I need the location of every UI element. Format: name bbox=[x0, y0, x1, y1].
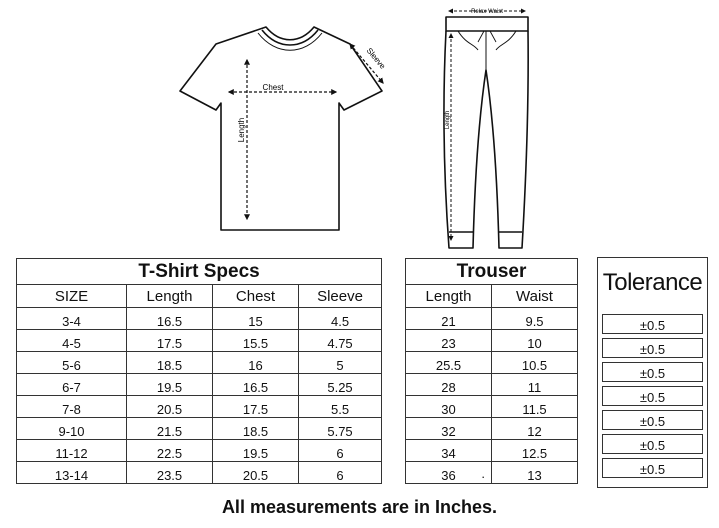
tolerance-cell: ±0.5 bbox=[602, 362, 703, 382]
table-row bbox=[406, 308, 578, 330]
length-cell: 25.5 bbox=[406, 352, 492, 374]
chest-cell: 17.5 bbox=[213, 396, 299, 418]
table-row bbox=[17, 418, 382, 440]
chest-cell: 19.5 bbox=[213, 440, 299, 462]
waist-cell: 12 bbox=[492, 418, 578, 440]
chest-cell: 15 bbox=[213, 308, 299, 330]
table-row bbox=[406, 352, 578, 374]
size-cell: 7-8 bbox=[17, 396, 127, 418]
tshirt-table-title: T-Shirt Specs bbox=[17, 259, 382, 285]
length-cell: 16.5 bbox=[127, 308, 213, 330]
table-row bbox=[17, 462, 382, 484]
chest-cell: 15.5 bbox=[213, 330, 299, 352]
chest-label: Chest bbox=[262, 83, 284, 92]
size-cell: 3-4 bbox=[17, 308, 127, 330]
header-length: Length bbox=[406, 285, 492, 308]
table-row bbox=[17, 396, 382, 418]
chest-cell: 16.5 bbox=[213, 374, 299, 396]
table-row bbox=[406, 462, 578, 484]
garment-diagrams bbox=[0, 0, 719, 252]
tolerance-cell: ±0.5 bbox=[602, 338, 703, 358]
length-cell: 21.5 bbox=[127, 418, 213, 440]
tshirt-specs-table bbox=[16, 258, 382, 484]
table-row bbox=[17, 352, 382, 374]
sleeve-cell: 6 bbox=[299, 462, 382, 484]
size-cell: 13-14 bbox=[17, 462, 127, 484]
chest-cell: 16 bbox=[213, 352, 299, 374]
sleeve-cell: 6 bbox=[299, 440, 382, 462]
tshirt-illustration bbox=[180, 27, 382, 230]
tshirt-length-label: Length bbox=[237, 117, 246, 143]
table-row bbox=[406, 440, 578, 462]
length-value: 36 bbox=[441, 468, 456, 483]
size-cell: 11-12 bbox=[17, 440, 127, 462]
length-cell: 17.5 bbox=[127, 330, 213, 352]
length-cell: 30 bbox=[406, 396, 492, 418]
table-row bbox=[17, 374, 382, 396]
size-cell: 5-6 bbox=[17, 352, 127, 374]
length-cell: 19.5 bbox=[127, 374, 213, 396]
waist-label: Relax Waist bbox=[471, 9, 503, 15]
header-waist: Waist bbox=[492, 285, 578, 308]
header-chest: Chest bbox=[213, 285, 299, 308]
sleeve-cell: 5.25 bbox=[299, 374, 382, 396]
tolerance-title: Tolerance bbox=[602, 269, 703, 296]
waist-cell: 11.5 bbox=[492, 396, 578, 418]
length-cell: 32 bbox=[406, 418, 492, 440]
trouser-illustration bbox=[444, 17, 528, 248]
length-cell: 21 bbox=[406, 308, 492, 330]
tolerance-cell: ±0.5 bbox=[602, 458, 703, 478]
chest-cell: 18.5 bbox=[213, 418, 299, 440]
measurement-note: All measurements are in Inches. bbox=[221, 497, 498, 517]
table-row bbox=[406, 330, 578, 352]
length-cell: 20.5 bbox=[127, 396, 213, 418]
length-cell bbox=[406, 462, 492, 484]
table-row bbox=[406, 374, 578, 396]
length-cell: 22.5 bbox=[127, 440, 213, 462]
size-cell: 9-10 bbox=[17, 418, 127, 440]
sleeve-cell: 5 bbox=[299, 352, 382, 374]
waist-cell: 11 bbox=[492, 374, 578, 396]
header-length: Length bbox=[127, 285, 213, 308]
tolerance-cell: ±0.5 bbox=[602, 410, 703, 430]
sleeve-cell: 5.5 bbox=[299, 396, 382, 418]
trouser-length-label: Length bbox=[445, 110, 451, 130]
chest-cell: 20.5 bbox=[213, 462, 299, 484]
header-sleeve: Sleeve bbox=[299, 285, 382, 308]
size-cell: 6-7 bbox=[17, 374, 127, 396]
sleeve-cell: 5.75 bbox=[299, 418, 382, 440]
length-cell: 23 bbox=[406, 330, 492, 352]
length-cell: 28 bbox=[406, 374, 492, 396]
table-row bbox=[17, 330, 382, 352]
length-cell: 34 bbox=[406, 440, 492, 462]
sleeve-label: Sleeve bbox=[364, 46, 388, 71]
trouser-specs-table bbox=[405, 258, 578, 484]
waist-cell: 10 bbox=[492, 330, 578, 352]
stray-mark: . bbox=[481, 466, 485, 481]
waist-cell: 12.5 bbox=[492, 440, 578, 462]
waist-cell: 9.5 bbox=[492, 308, 578, 330]
table-row bbox=[406, 418, 578, 440]
waist-cell: 10.5 bbox=[492, 352, 578, 374]
tolerance-cell: ±0.5 bbox=[602, 386, 703, 406]
waist-cell: 13 bbox=[492, 462, 578, 484]
length-cell: 18.5 bbox=[127, 352, 213, 374]
table-row bbox=[17, 440, 382, 462]
sleeve-cell: 4.75 bbox=[299, 330, 382, 352]
header-size: SIZE bbox=[17, 285, 127, 308]
trouser-table-title: Trouser bbox=[406, 259, 578, 285]
tolerance-cell: ±0.5 bbox=[602, 314, 703, 334]
tolerance-box bbox=[597, 257, 708, 488]
sleeve-cell: 4.5 bbox=[299, 308, 382, 330]
table-row bbox=[17, 308, 382, 330]
table-row bbox=[406, 396, 578, 418]
tolerance-cell: ±0.5 bbox=[602, 434, 703, 454]
length-cell: 23.5 bbox=[127, 462, 213, 484]
size-cell: 4-5 bbox=[17, 330, 127, 352]
